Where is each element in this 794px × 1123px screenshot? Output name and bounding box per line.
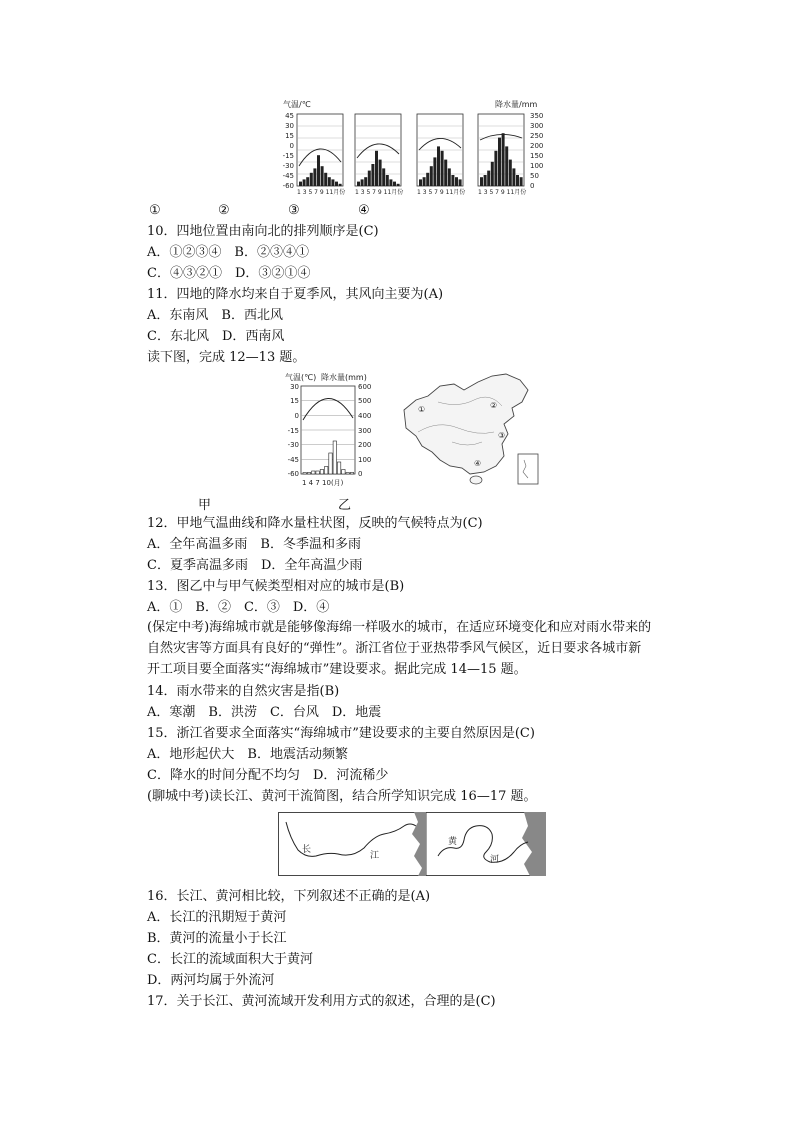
q16-option-b: B．黄河的流量小于长江 bbox=[147, 931, 287, 946]
jia-precip-bar bbox=[342, 470, 345, 475]
passage-14-15: (保定中考)海绵城市就是能够像海绵一样吸水的城市，在适应环境变化和应对雨水带来的自然灾害等方面具有良好的“弹性”。浙江省位于亚热带季风气候区，近日要求各城市新开工项目要全面落实“海绵城市”建设要求。据此完成 14—15 题。 bbox=[147, 620, 652, 677]
jia-precip-bar bbox=[303, 473, 306, 475]
q11-options-ab: A．东南风 B．西北风 bbox=[147, 308, 283, 323]
fig1-tick: -60 bbox=[282, 182, 294, 190]
q17-stem: 17．关于长江、黄河流域开发利用方式的叙述，合理的是(C) bbox=[147, 994, 496, 1009]
rivers-figure bbox=[278, 812, 546, 876]
precip-bar bbox=[480, 177, 483, 186]
jia-climate-chart bbox=[283, 372, 393, 492]
precip-bar bbox=[371, 164, 374, 186]
precip-bar bbox=[505, 146, 508, 186]
precip-bar bbox=[448, 168, 451, 186]
fig1-left-ticks bbox=[283, 112, 294, 190]
jia-precip-bar bbox=[320, 470, 323, 475]
precip-bar bbox=[375, 151, 378, 186]
precip-bar bbox=[357, 182, 360, 186]
precip-bar bbox=[491, 162, 494, 186]
precip-bar bbox=[328, 177, 331, 186]
climate-panel-3 bbox=[417, 114, 465, 196]
precip-bar bbox=[335, 182, 338, 186]
fig1-panel-label-1: ① bbox=[149, 203, 161, 218]
fig2-month-axis: 1 4 7 10(月) bbox=[302, 479, 344, 487]
climate-panel-4 bbox=[478, 114, 526, 196]
q16-option-a: A．长江的汛期短于黄河 bbox=[147, 910, 287, 925]
yellow-river-label-1: 黄 bbox=[448, 837, 458, 847]
precip-bar bbox=[317, 155, 320, 186]
fig2-tick: -15 bbox=[287, 427, 299, 435]
fig2-tick: -60 bbox=[287, 470, 299, 478]
jia-precip-bar bbox=[337, 462, 340, 474]
precip-bar bbox=[494, 151, 497, 186]
jia-precip-bar bbox=[312, 471, 315, 474]
fig2-tick: 100 bbox=[358, 456, 372, 464]
precip-bar bbox=[397, 184, 400, 186]
precip-bar bbox=[444, 160, 447, 186]
q15-options-cd: C．降水的时间分配不均匀 D．河流稀少 bbox=[147, 768, 389, 783]
precip-bar bbox=[502, 133, 505, 186]
fig2-left-axis-title: 气温(℃) bbox=[285, 373, 317, 382]
fig1-tick: -15 bbox=[282, 152, 294, 160]
caption-jia: 甲 bbox=[198, 498, 212, 513]
precip-bar bbox=[324, 173, 327, 186]
map-mark-2: ② bbox=[490, 401, 498, 410]
precip-bar bbox=[451, 175, 454, 186]
fig2-tick: 300 bbox=[358, 427, 372, 435]
precip-bar bbox=[382, 168, 385, 186]
fig1-panel-label-4: ④ bbox=[358, 203, 370, 218]
fig1-month-axis: 1 3 5 7 9 11月份 bbox=[478, 189, 527, 196]
precip-bar bbox=[455, 177, 458, 186]
fig1-right-axis-title: 降水量/mm bbox=[495, 100, 538, 109]
fig2-tick: 15 bbox=[290, 397, 299, 405]
china-map bbox=[398, 372, 546, 492]
fig1-right-ticks bbox=[530, 112, 543, 190]
yangtze-label-2: 江 bbox=[370, 851, 380, 861]
fig1-month-axis: 1 3 5 7 9 11月份 bbox=[355, 189, 404, 196]
precip-bar bbox=[339, 184, 342, 186]
jia-precip-bar bbox=[307, 473, 310, 475]
q11-stem: 11．四地的降水均来自于夏季风，其风向主要为(A) bbox=[147, 287, 444, 302]
precip-bar bbox=[321, 166, 324, 186]
fig1-tick: 50 bbox=[530, 172, 539, 180]
fig2-tick: -30 bbox=[287, 441, 299, 449]
fig1-tick: 45 bbox=[285, 112, 294, 120]
map-mark-4: ④ bbox=[474, 459, 482, 468]
fig1-month-axis: 1 3 5 7 9 11月份 bbox=[417, 189, 466, 196]
fig1-panel-label-2: ② bbox=[218, 203, 230, 218]
precip-bar bbox=[509, 160, 512, 186]
precip-bar bbox=[299, 182, 302, 186]
intro-16-17: (聊城中考)读长江、黄河干流简图，结合所学知识完成 16—17 题。 bbox=[147, 789, 537, 804]
q14-options: A．寒潮 B．洪涝 C．台风 D．地震 bbox=[147, 705, 382, 720]
fig1-tick: -30 bbox=[282, 162, 294, 170]
precip-bar bbox=[379, 160, 382, 186]
precip-bar bbox=[419, 179, 422, 186]
precip-bar bbox=[459, 179, 462, 186]
precip-bar bbox=[516, 175, 519, 186]
fig2-right-axis-title: 降水量(mm) bbox=[321, 373, 367, 382]
precip-bar bbox=[512, 168, 515, 186]
q16-option-c: C．长江的流域面积大于黄河 bbox=[147, 952, 313, 967]
precip-bar bbox=[484, 175, 487, 186]
precip-bar bbox=[437, 146, 440, 186]
precip-bar bbox=[364, 177, 367, 186]
caption-yi: 乙 bbox=[338, 498, 352, 513]
map-mark-1: ① bbox=[418, 405, 426, 414]
q12-options-cd: C．夏季高温多雨 D．全年高温少雨 bbox=[147, 558, 363, 573]
q13-options: A．① B．② C．③ D．④ bbox=[147, 600, 330, 615]
precip-bar bbox=[441, 151, 444, 186]
fig2-tick: 200 bbox=[358, 441, 372, 449]
fig1-tick: -45 bbox=[282, 172, 294, 180]
q12-stem: 12．甲地气温曲线和降水量柱状图，反映的气候特点为(C) bbox=[147, 516, 483, 531]
climate-panel-2 bbox=[355, 114, 403, 196]
fig1-left-axis-title: 气温/℃ bbox=[283, 100, 311, 109]
intro-12-13: 读下图，完成 12—13 题。 bbox=[147, 350, 306, 365]
q12-options-ab: A．全年高温多雨 B．冬季温和多雨 bbox=[147, 537, 361, 552]
fig1-month-axis: 1 3 5 7 9 11月份 bbox=[297, 189, 346, 196]
fig2-tick: 30 bbox=[290, 383, 299, 391]
precip-bar bbox=[389, 179, 392, 186]
jia-precip-bar bbox=[325, 467, 328, 475]
fig2-tick: 400 bbox=[358, 412, 372, 420]
precip-bar bbox=[306, 177, 309, 186]
climate-panel-1 bbox=[297, 114, 345, 196]
q16-option-d: D．两河均属于外流河 bbox=[147, 973, 275, 988]
fig2-tick: 500 bbox=[358, 397, 372, 405]
precip-bar bbox=[368, 171, 371, 186]
fig1-tick: 200 bbox=[530, 142, 544, 150]
fig1-tick: 250 bbox=[530, 132, 544, 140]
precip-bar bbox=[393, 182, 396, 186]
fig1-tick: 15 bbox=[285, 132, 294, 140]
precip-bar bbox=[331, 179, 334, 186]
jia-precip-bar bbox=[333, 441, 336, 474]
precip-bar bbox=[313, 168, 316, 186]
q11-options-cd: C．东北风 D．西南风 bbox=[147, 329, 285, 344]
q10-options-ab: A．①②③④ B．②③④① bbox=[147, 245, 309, 260]
climate-charts-figure bbox=[280, 98, 550, 200]
precip-bar bbox=[361, 179, 364, 186]
q16-stem: 16．长江、黄河相比较，下列叙述不正确的是(A) bbox=[147, 889, 431, 904]
fig1-tick: 150 bbox=[530, 152, 544, 160]
fig1-tick: 350 bbox=[530, 112, 544, 120]
fig2-tick: -45 bbox=[287, 456, 299, 464]
precip-bar bbox=[498, 138, 501, 186]
q14-stem: 14．雨水带来的自然灾害是指(B) bbox=[147, 684, 340, 699]
fig1-panel-label-3: ③ bbox=[288, 203, 300, 218]
precip-bar bbox=[426, 173, 429, 186]
precip-bar bbox=[520, 177, 523, 186]
precip-bar bbox=[310, 173, 313, 186]
yellow-river-label-2: 河 bbox=[490, 855, 500, 865]
q15-stem: 15．浙江省要求全面落实“海绵城市”建设要求的主要自然原因是(C) bbox=[147, 726, 535, 741]
q10-options-cd: C．④③②① D．③②①④ bbox=[147, 266, 311, 281]
fig1-tick: 300 bbox=[530, 122, 544, 130]
jia-precip-bar bbox=[346, 473, 349, 475]
q13-stem: 13．图乙中与甲气候类型相对应的城市是(B) bbox=[147, 579, 405, 594]
precip-bar bbox=[433, 157, 436, 186]
jia-precip-bar bbox=[316, 471, 319, 474]
fig2-tick: 0 bbox=[358, 470, 363, 478]
precip-bar bbox=[430, 166, 433, 186]
yangtze-label-1: 长 bbox=[302, 845, 312, 855]
jia-temperature-curve bbox=[303, 398, 353, 420]
precip-bar bbox=[386, 175, 389, 186]
map-mark-3: ③ bbox=[498, 431, 506, 440]
precip-bar bbox=[423, 177, 426, 186]
precip-bar bbox=[303, 179, 306, 186]
q10-stem: 10．四地位置由南向北的排列顺序是(C) bbox=[147, 224, 379, 239]
fig1-tick: 100 bbox=[530, 162, 544, 170]
fig1-tick: 0 bbox=[530, 182, 535, 190]
jia-precip-bar bbox=[329, 453, 332, 474]
fig2-tick: 600 bbox=[358, 383, 372, 391]
fig1-tick: 0 bbox=[289, 142, 294, 150]
fig2-tick: 0 bbox=[294, 412, 299, 420]
precip-bar bbox=[487, 171, 490, 186]
fig1-tick: 30 bbox=[285, 122, 294, 130]
q15-options-ab: A．地形起伏大 B．地震活动频繁 bbox=[147, 747, 348, 762]
jia-precip-bar bbox=[350, 473, 353, 475]
